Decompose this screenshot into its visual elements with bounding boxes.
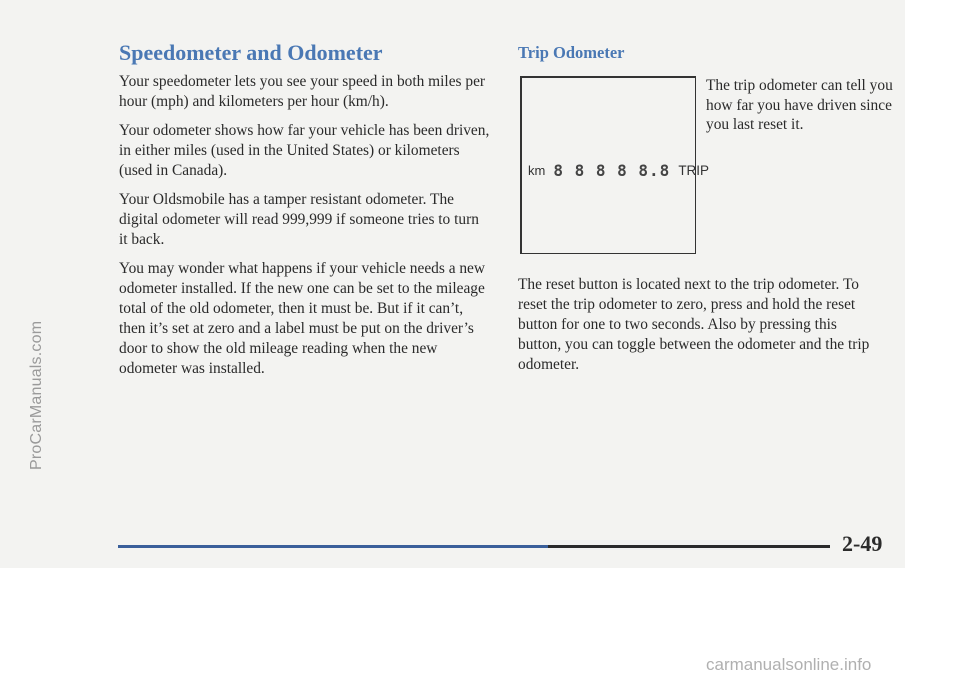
odometer-unit: km xyxy=(528,163,546,178)
trip-odometer-figure xyxy=(520,76,710,254)
paragraph-speedometer: Your speedometer lets you see your speed in both miles per hour (mph) and kilometers per hour (km/h). xyxy=(119,73,486,110)
paragraph-odometer: Your odometer shows how far your vehicle has been driven, in either miles (used in the United States) or kilometers (used in Canada). xyxy=(119,122,490,179)
page-number: 2-49 xyxy=(842,531,883,556)
footer-rule-accent xyxy=(118,545,548,548)
trip-side-text: The trip odometer can tell you how far you have driven since you last reset it. xyxy=(706,77,893,133)
figure-border-left xyxy=(520,76,522,254)
odometer-digits: 8 8 8 8 8.8 xyxy=(553,161,671,180)
footer-rule-dark xyxy=(548,545,830,548)
figure-border-top xyxy=(520,76,696,78)
odometer-readout xyxy=(528,161,709,180)
paragraph-replacement: You may wonder what happens if your vehicle needs a new odometer installed. If the new one can be set to the mileage total of the old odometer, then it must be. But if it can’t, then it’s set at zero and a label must be put on the driver’s door to show the old mileage reading when the new odometer was installed. xyxy=(119,260,486,377)
footer-watermark: carmanualsonline.info xyxy=(706,655,872,674)
side-watermark: ProCarManuals.com xyxy=(28,320,45,470)
section-title-speedometer: Speedometer and Odometer xyxy=(119,40,383,65)
left-column xyxy=(119,72,491,388)
odometer-trip-label: TRIP xyxy=(678,163,710,178)
section-title-trip: Trip Odometer xyxy=(518,43,625,62)
trip-body-text: The reset button is located next to the trip odometer. To reset the trip odometer to zero, press and hold the reset button for one to two seconds. Also by pressing this button, you can toggle between the odometer and the trip odometer. xyxy=(518,276,870,373)
paragraph-tamper: Your Oldsmobile has a tamper resistant odometer. The digital odometer will read 999,999 if someone tries to turn it back. xyxy=(119,191,479,248)
